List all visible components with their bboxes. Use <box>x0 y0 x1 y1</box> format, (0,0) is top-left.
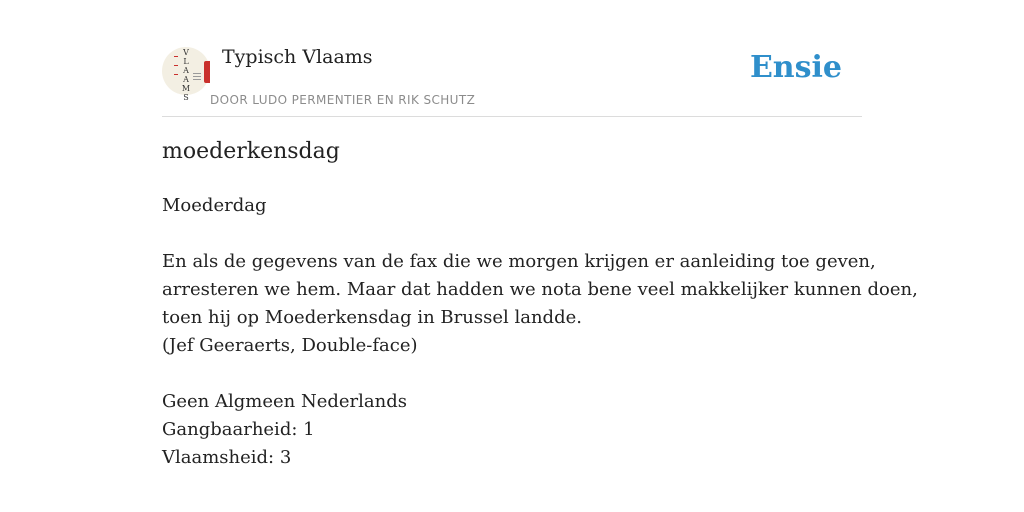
typisch-vlaams-logo[interactable] <box>162 47 210 102</box>
entry-body <box>162 192 918 472</box>
logo-tick-1 <box>174 56 178 57</box>
page-header <box>162 0 862 117</box>
quote-source: (Jef Geeraerts, Double-face) <box>162 335 418 356</box>
entry-meaning: Moederdag <box>162 195 267 216</box>
entry-vlaamsheid: Vlaamsheid: 3 <box>162 447 292 468</box>
page-container <box>162 0 918 468</box>
logo-tick-2 <box>174 65 178 66</box>
entry-gangbaarheid: Gangbaarheid: 1 <box>162 419 315 440</box>
logo-tick-3 <box>174 74 178 75</box>
logo-letters <box>181 48 191 102</box>
logo-letter: M <box>181 84 191 93</box>
quote-line: En als de gegevens van de fax die we morgen krijgen er aanleiding toe geven, <box>162 251 876 272</box>
logo-letter: V <box>183 48 189 57</box>
logo-red-stripe <box>204 61 210 83</box>
byline: DOOR LUDO PERMENTIER EN RIK SCHUTZ <box>210 93 476 107</box>
logo-letter: A <box>183 66 189 75</box>
entry-status: Geen Algmeen Nederlands <box>162 391 407 412</box>
quote-line: arresteren we hem. Maar dat hadden we nota bene veel makkelijker kunnen doen, <box>162 279 918 300</box>
quote-line: toen hij op Moederkensdag in Brussel landde. <box>162 307 582 328</box>
entry-title: moederkensdag <box>162 139 340 164</box>
logo-letter: L <box>183 57 189 66</box>
site-title-link[interactable]: Typisch Vlaams <box>222 46 373 68</box>
logo-letter: A <box>183 75 189 84</box>
logo-lines <box>193 73 201 82</box>
logo-letter: S <box>183 93 189 102</box>
ensie-brand-link[interactable]: Ensie <box>749 50 842 85</box>
